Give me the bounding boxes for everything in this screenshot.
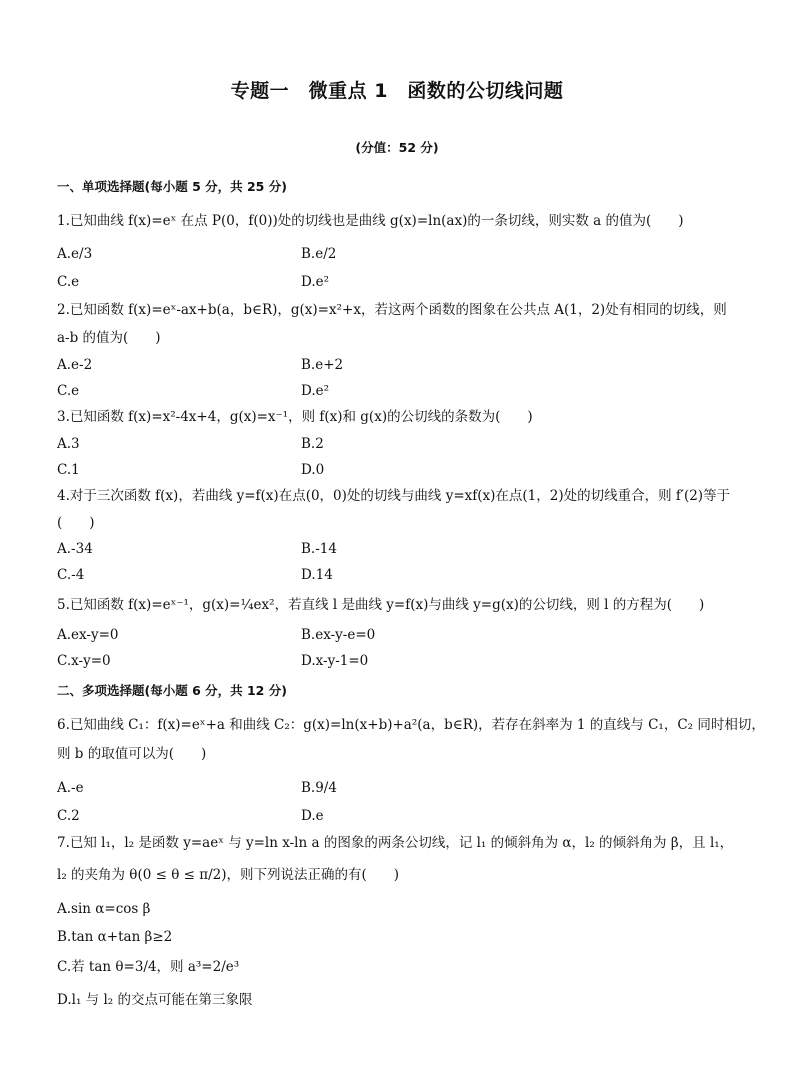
question-1-stem: 1.已知曲线 f(x)=eˣ 在点 P(0，f(0))处的切线也是曲线 g(x)=ln(ax)的一条切线，则实数 a 的值为( ) — [57, 213, 684, 229]
question-2-option-d: D.e² — [301, 383, 330, 399]
question-4-option-c: C.-4 — [57, 567, 85, 583]
question-7-option-d: D.l₁ 与 l₂ 的交点可能在第三象限 — [57, 992, 253, 1008]
question-4-stem-line-2: ( ) — [57, 515, 95, 531]
section-heading-multiple-choice: 二、多项选择题(每小题 6 分，共 12 分) — [57, 683, 287, 698]
question-6-option-b: B.9/4 — [301, 780, 337, 796]
question-1-option-d: D.e² — [301, 274, 330, 290]
question-3-option-d: D.0 — [301, 462, 325, 478]
question-7-option-b: B.tan α+tan β≥2 — [57, 929, 173, 945]
question-4-option-d: D.14 — [301, 567, 333, 583]
question-3-option-a: A.3 — [57, 436, 80, 452]
question-4-stem-line-1: 4.对于三次函数 f(x)，若曲线 y=f(x)在点(0，0)处的切线与曲线 y=xf(x)在点(1，2)处的切线重合，则 f′(2)等于 — [57, 488, 731, 504]
question-2-option-b: B.e+2 — [301, 357, 344, 373]
question-4-option-a: A.-34 — [57, 541, 93, 557]
question-5-option-b: B.ex-y-e=0 — [301, 627, 376, 643]
question-1-option-b: B.e/2 — [301, 246, 337, 262]
page-title: 专题一 微重点 1 函数的公切线问题 — [230, 80, 564, 102]
question-2-stem-line-2: a-b 的值为( ) — [57, 330, 161, 346]
question-5-option-a: A.ex-y=0 — [57, 627, 119, 643]
question-7-stem-line-1: 7.已知 l₁，l₂ 是函数 y=aeˣ 与 y=ln x-ln a 的图象的两条公切线，记 l₁ 的倾斜角为 α，l₂ 的倾斜角为 β，且 l₁， — [57, 835, 734, 851]
question-2-stem-line-1: 2.已知函数 f(x)=eˣ-ax+b(a，b∈R)，g(x)=x²+x，若这两个函数的图象在公共点 A(1，2)处有相同的切线，则 — [57, 302, 727, 318]
question-6-stem-line-2: 则 b 的取值可以为( ) — [57, 746, 207, 762]
question-6-option-c: C.2 — [57, 808, 80, 824]
question-1-option-a: A.e/3 — [57, 246, 93, 262]
question-3-option-c: C.1 — [57, 462, 80, 478]
question-7-stem-line-2: l₂ 的夹角为 θ(0 ≤ θ ≤ π/2)，则下列说法正确的有( ) — [57, 867, 400, 883]
score-note: (分值：52 分) — [355, 140, 439, 155]
question-4-option-b: B.-14 — [301, 541, 337, 557]
question-6-stem-line-1: 6.已知曲线 C₁：f(x)=eˣ+a 和曲线 C₂：g(x)=ln(x+b)+a²(a，b∈R)，若存在斜率为 1 的直线与 C₁，C₂ 同时相切， — [57, 717, 765, 733]
question-7-option-c: C.若 tan θ=3/4，则 a³=2/e³ — [57, 959, 240, 975]
question-5-option-d: D.x-y-1=0 — [301, 653, 369, 669]
section-heading-single-choice: 一、单项选择题(每小题 5 分，共 25 分) — [57, 179, 287, 194]
question-7-option-a: A.sin α=cos β — [57, 901, 151, 917]
question-3-stem: 3.已知函数 f(x)=x²-4x+4，g(x)=x⁻¹，则 f(x)和 g(x)的公切线的条数为( ) — [57, 409, 533, 425]
question-6-option-a: A.-e — [57, 780, 84, 796]
question-2-option-a: A.e-2 — [57, 357, 93, 373]
question-6-option-d: D.e — [301, 808, 324, 824]
question-3-option-b: B.2 — [301, 436, 324, 452]
question-5-stem: 5.已知函数 f(x)=eˣ⁻¹，g(x)=¼ex²，若直线 l 是曲线 y=f(x)与曲线 y=g(x)的公切线，则 l 的方程为( ) — [57, 597, 705, 613]
question-2-option-c: C.e — [57, 383, 80, 399]
question-5-option-c: C.x-y=0 — [57, 653, 111, 669]
question-1-option-c: C.e — [57, 274, 80, 290]
